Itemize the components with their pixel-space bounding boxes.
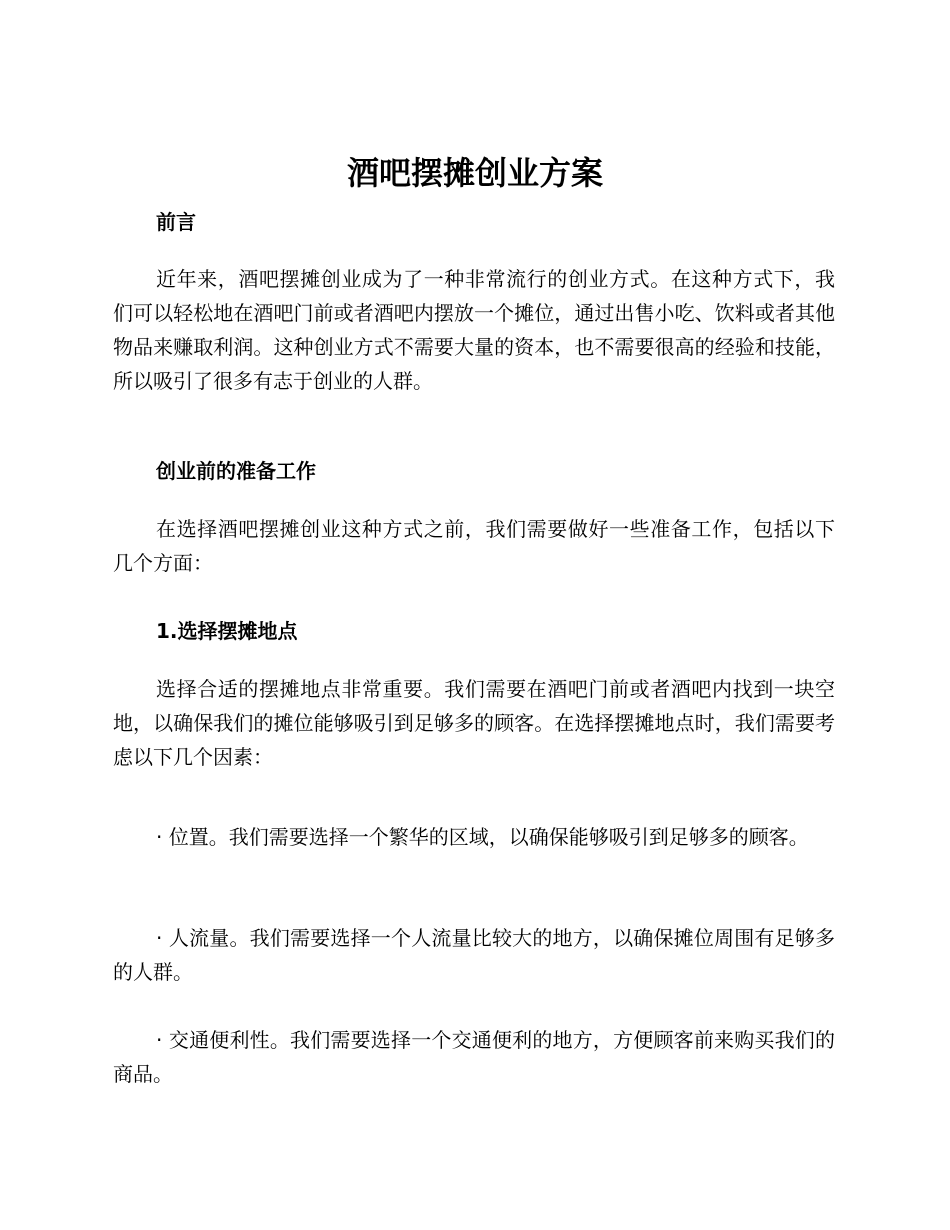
paragraph-location: 选择合适的摆摊地点非常重要。我们需要在酒吧门前或者酒吧内找到一块空地，以确保我们的摊位能够吸引到足够多的顾客。在选择摆摊地点时，我们需要考虑以下几个因素：	[113, 677, 835, 769]
list-item-position: · 位置。我们需要选择一个繁华的区域，以确保能够吸引到足够多的顾客。	[156, 825, 809, 849]
section-heading-preface: 前言	[156, 210, 196, 234]
paragraph-preface: 近年来，酒吧摆摊创业成为了一种非常流行的创业方式。在这种方式下，我们可以轻松地在酒吧门前或者酒吧内摆放一个摊位，通过出售小吃、饮料或者其他物品来赚取利润。这种创业方式不需要大量的资本，也不需要很高的经验和技能，所以吸引了很多有志于创业的人群。	[113, 267, 835, 393]
section-heading-preparation: 创业前的准备工作	[156, 459, 316, 483]
document-title: 酒吧摆摊创业方案	[346, 154, 603, 192]
list-item-transport: · 交通便利性。我们需要选择一个交通便利的地方，方便顾客前来购买我们的商品。	[113, 1028, 835, 1086]
list-item-traffic: · 人流量。我们需要选择一个人流量比较大的地方，以确保摊位周围有足够多的人群。	[113, 926, 835, 984]
paragraph-preparation: 在选择酒吧摆摊创业这种方式之前，我们需要做好一些准备工作，包括以下几个方面：	[113, 517, 835, 575]
section-heading-location: 1.选择摆摊地点	[156, 619, 298, 643]
